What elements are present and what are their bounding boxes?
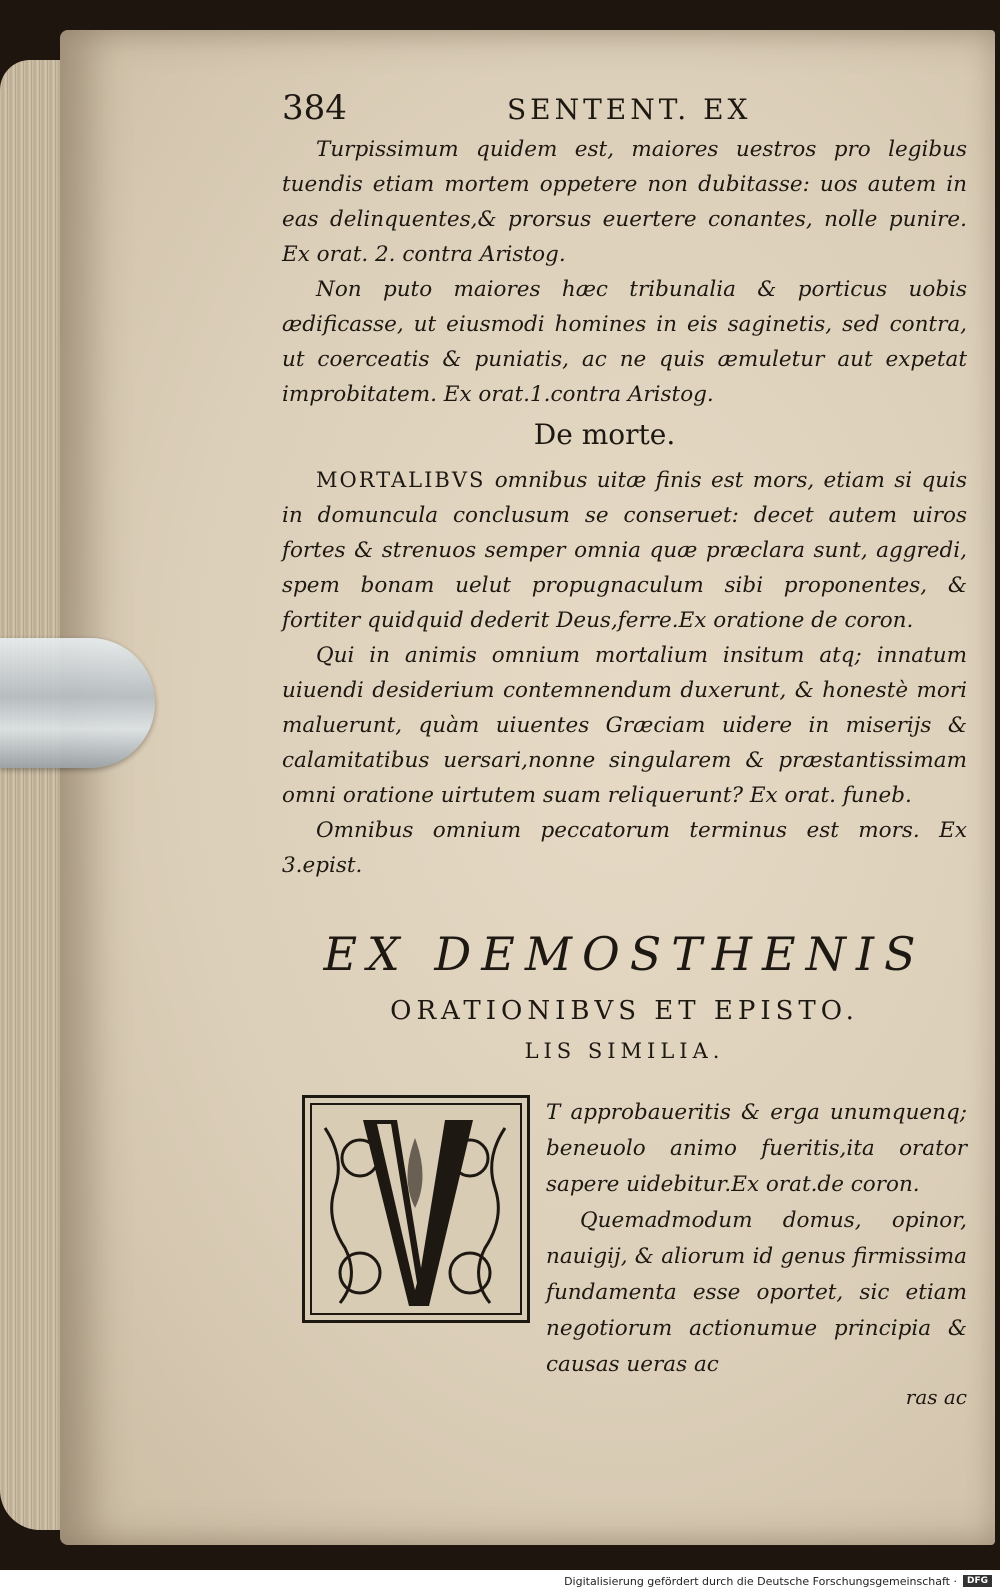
paragraph-approbaueritis: T approbaueritis & erga unumquenq; beneuolo animo fueritis,ita orator sapere uidebitur.Ex orat.de coron. [546,1100,967,1197]
chapter-subtitle-2: LIS SIMILIA. [524,1039,725,1063]
catchword: ras ac [905,1385,967,1409]
page-header [282,88,967,132]
paragraph-turpissimum: Turpissimum quidem est, maiores uestros pro legibus tuendis etiam mortem oppetere non dubitasse: uos autem in eas delinquentes,& prorsus euertere conantes, nolle punire. Ex orat. 2. contra Aristog. [282,137,967,267]
initial-text [546,1095,967,1383]
page-number: 384 [282,88,347,128]
decorated-initial-v-icon [302,1095,530,1323]
paragraph-mortalibus [282,463,967,638]
paragraph-mortalibus-text: omnibus uitæ finis est mors, etiam si quis in domuncula conclusum se conseruet: decet autem uiros fortes & strenuos semper omnia quæ præclara sunt, aggredi, spem bonam uelut propugnaculum sibi proponentes, & fortiter quidquid dederit Deus,ferre.Ex oratione de coron. [282,468,967,633]
page-clip [0,638,155,768]
paragraph-omnibus: Omnibus omnium peccatorum terminus est mors. Ex 3.epist. [282,818,967,878]
paragraph-quemadmodum: Quemadmodum domus, opinor, nauigij, & aliorum id genus firmissima fundamenta esse oportet, sic etiam negotiorum actionumue principia & causas ueras ac [546,1208,967,1377]
chapter-title: EX DEMOSTHENIS [323,927,926,981]
footer-text: Digitalisierung gefördert durch die Deutsche Forschungsgemeinschaft · [564,1574,957,1588]
dfg-logo-icon: DFG [963,1575,992,1587]
running-head: SENTENT. EX [507,93,752,126]
paragraph-non-puto: Non puto maiores hæc tribunalia & porticus uobis ædificasse, ut eiusmodi homines in eis saginetis, sed contra, ut coerceatis & puniatis, ac ne quis æmuletur aut expetat improbitatem. Ex orat.1.contra Aristog. [282,277,967,407]
chapter-subtitle-1: ORATIONIBVS ET EPISTO. [390,996,859,1026]
paragraph-lead-word: MORTALIBVS [316,468,486,492]
page-text [282,88,967,1409]
initial-section [282,1095,967,1383]
paragraph-qui-in-animis: Qui in animis omnium mortalium insitum atq; innatum uiuendi desiderium contemnendum duxerunt, & honestè mori maluerunt, quàm uiuentes Græciam uidere in miserijs & calamitatibus uersari,nonne singularem & præstantissimam omni oratione uirtutem suam reliquerunt? Ex orat. funeb. [282,643,967,808]
section-title: De morte. [533,418,676,451]
digitization-footer [0,1570,1000,1592]
